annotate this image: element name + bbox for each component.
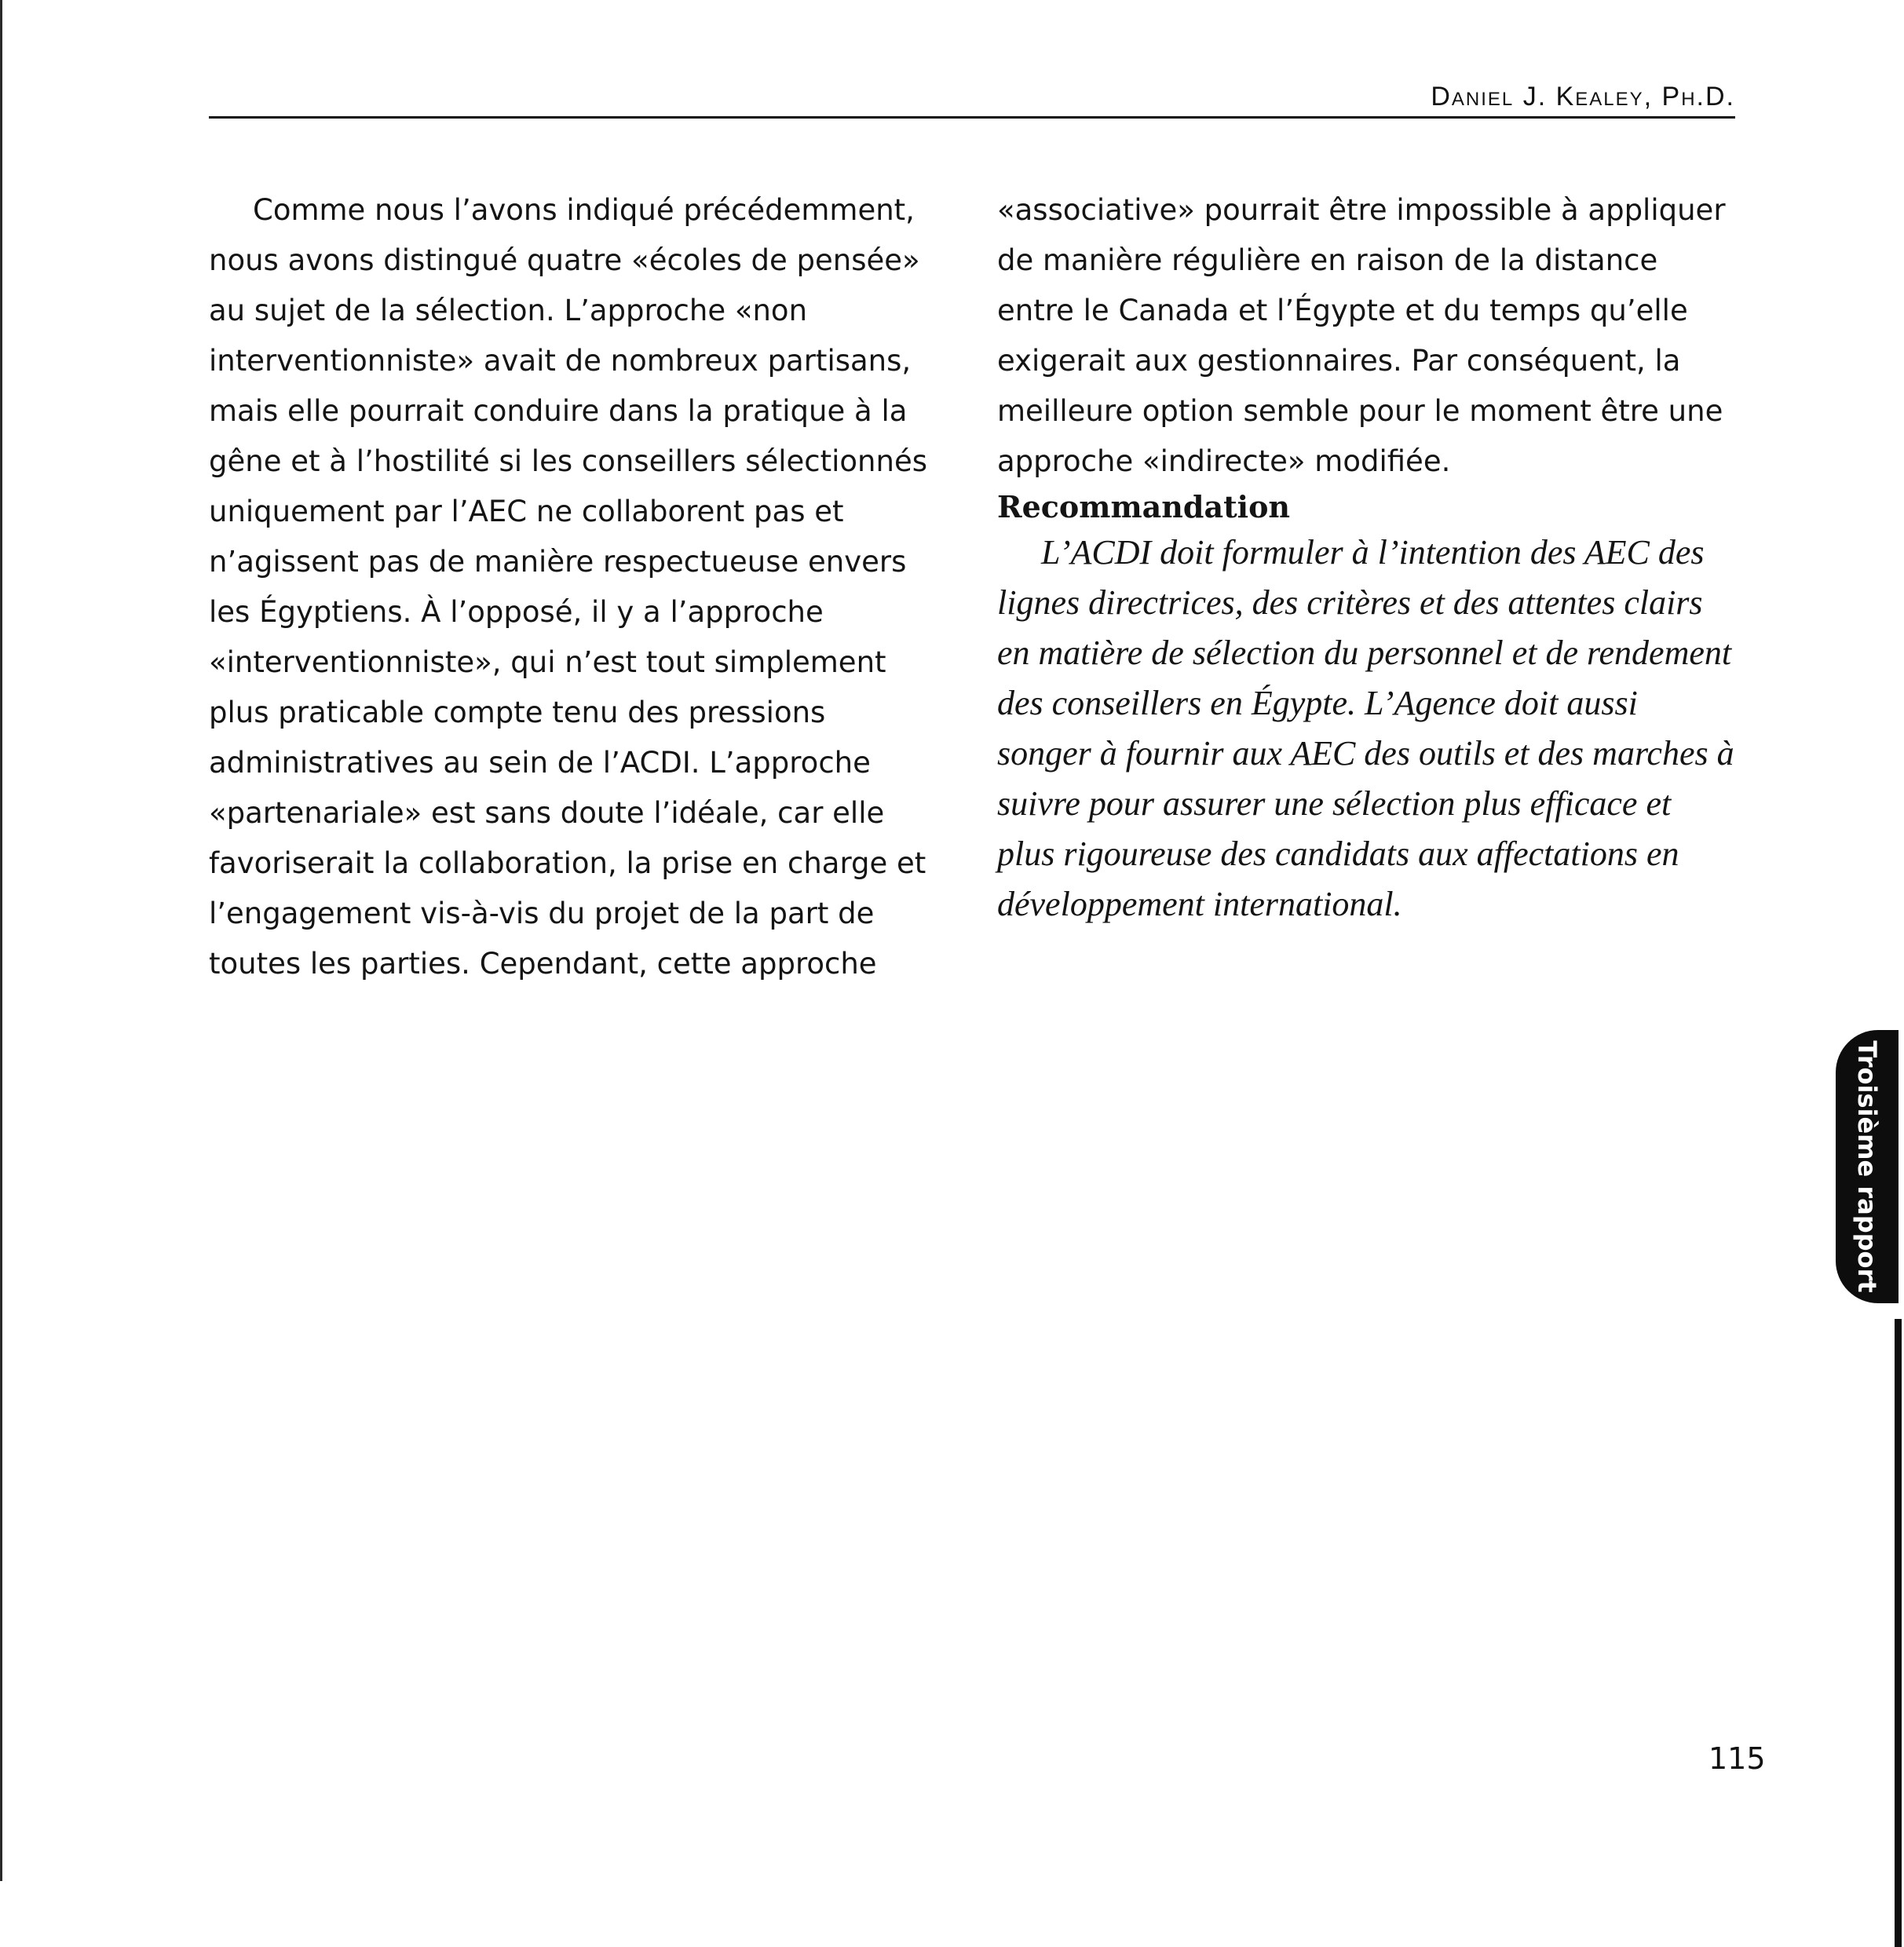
page-edge-line [0,0,2,1881]
body-paragraph-continued: «associative» pourrait être impossible à appliquer de manière régulière en raison de la distance entre le Canada et l’Égypte et du temps qu’elle exigerait aux gestionnaires. Par conséquent, la meilleure option semble pour le moment être une approche «indirecte» modifiée. [997,193,1726,478]
section-tab-bar [1895,1319,1902,1947]
right-column [997,185,1735,930]
section-tab [1836,1030,1899,1303]
author-name: Daniel J. Kealey, Ph.D. [1431,82,1735,111]
body-paragraph: Comme nous l’avons indiqué précédemment, nous avons distingué quatre «écoles de pensée» au sujet de la sélection. L’approche «non interventionniste» avait de nombreux partisans, mais elle pourrait conduire dans la pratique à la gêne et à l’hostilité si les conseillers sélectionnés uniquement par l’AEC ne collaborent pas et n’agissent pas de manière respectueuse envers les Égyptiens. À l’opposé, il y a l’approche «interventionniste», qui n’est tout simplement plus praticable compte tenu des pressions administratives au sein de l’ACDI. L’approche «partenariale» est sans doute l’idéale, car elle favoriserait la collaboration, la prise en charge et l’engagement vis-à-vis du projet de la part de toutes les parties. Cependant, cette approche [209,193,927,981]
page-number: 115 [1708,1741,1766,1776]
recommendation-heading: Recommandation [997,489,1291,524]
section-tab-label: Troisième rapport [1852,1040,1882,1293]
recommendation-text: L’ACDI doit formuler à l’intention des AEC des lignes directrices, des critères et des attentes clairs en matière de sélection du personnel et de rendement des conseillers en Égypte. L’Agence doit aussi songer à fournir aux AEC des outils et des marches à suivre pour assurer une sélection plus efficace et plus rigoureuse des candidats aux affectations en développement international. [997,533,1734,923]
running-header [209,75,1735,119]
left-column [209,185,947,989]
